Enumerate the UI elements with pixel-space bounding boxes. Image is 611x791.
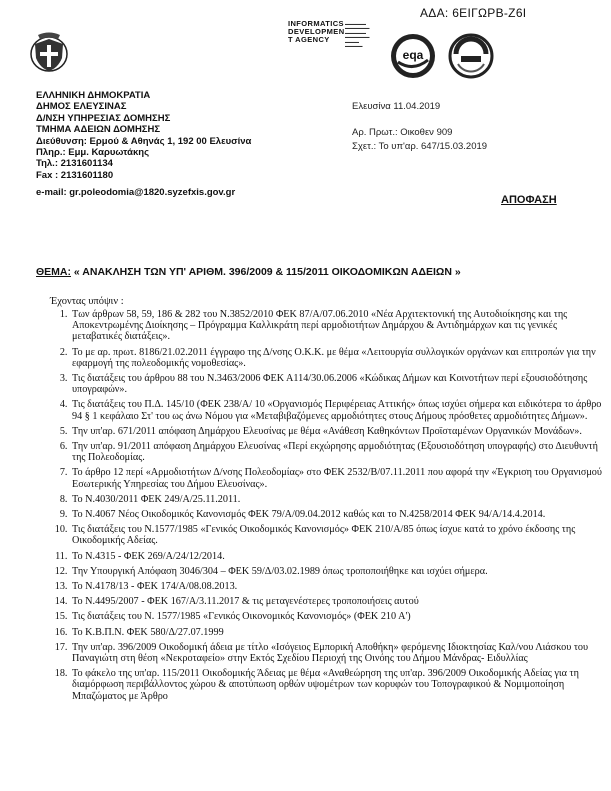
country-line: ΕΛΛΗΝΙΚΗ ΔΗΜΟΚΡΑΤΙΑ — [36, 90, 151, 101]
list-item: 3. Τις διατάξεις του άρθρου 88 του Ν.3463/2006 ΦΕΚ Α114/30.06.2006 «Κώδικας Δήμων και Κοινοτήτων περί εξουσιοδότησης υπογραφών». — [70, 373, 605, 395]
department-line: ΤΜΗΜΑ ΑΔΕΙΩΝ ΔΟΜΗΣΗΣ — [36, 124, 161, 136]
list-item: 15. Τις διατάξεις του Ν. 1577/1985 «Γενικός Οικονομικός Κανονισμός» (ΦΕΚ 210 Α') — [70, 611, 605, 622]
document-meta — [352, 101, 487, 152]
list-item: 6. Την υπ'αρ. 91/2011 απόφαση Δημάρχου Ελευσίνας «Περί εκχώρησης αρμοδιότητας (Εξουσιοδότηση υπογραφής) στο Διευθυντή της Πολεοδομίας. — [70, 441, 605, 463]
logo-line: INFORMATICS — [288, 19, 344, 28]
list-item: 1. Των άρθρων 58, 59, 186 & 282 του Ν.3852/2010 ΦΕΚ 87/Α/07.06.2010 «Νέα Αρχιτεκτονική της Αυτοδιοίκησης και της Αποκεντρωμένης Διοίκησης – Πρόγραμμα Καλλικράτη περί αρμοδιοτήτων Δημάρχου & Αντιδημάρχων και τις γενικές μεταβατικές διατάξεις». — [70, 309, 605, 343]
address-line: Διεύθυνση: Ερμού & Αθηνάς 1, 192 00 Ελευσίνα — [36, 135, 252, 147]
phone-line: Τηλ.: 2131601134 — [36, 158, 113, 170]
certification-seal-icon — [448, 32, 494, 80]
list-item: 4. Τις διατάξεις του Π.Δ. 145/10 (ΦΕΚ 238/Α/ 10 «Οργανισμός Περιφέρειας Αττικής» όπως ισχύει σήμερα και ειδικότερα το άρθρο 94 § 1 κεφάλαιο Στ' του ως άνω Νόμου για «Μεταβιβαζόμενες αρμοδιότητες στους Δήμους πρόσθετες αρμοδιότητες Δήμων». — [70, 399, 605, 421]
email-line: e-mail: gr.poleodomia@1820.syzefxis.gov.gr — [36, 187, 236, 199]
list-item: 12. Την Υπουργική Απόφαση 3046/304 – ΦΕΚ 59/Δ/03.02.1989 όπως τροποποιήθηκε και ισχύει σήμερα. — [70, 566, 605, 577]
greek-emblem-icon — [28, 30, 70, 74]
list-item: 13. Το Ν.4178/13 - ΦΕΚ 174/Α/08.08.2013. — [70, 581, 605, 592]
list-item: 2. Το με αρ. πρωτ. 8186/21.02.2011 έγγραφο της Δ/νσης Ο.Κ.Κ. με θέμα «Λειτουργία συλλογικών οργάνων και επιτροπών για την εφαρμογή της πολεοδομικής νομοθεσίας». — [70, 347, 605, 369]
directorate-line: Δ/ΝΣΗ ΥΠΗΡΕΣΙΑΣ ΔΟΜΗΣΗΣ — [36, 112, 171, 124]
list-item: 10. Τις διατάξεις του Ν.1577/1985 «Γενικός Οικοδομικός Κανονισμός» ΦΕΚ 210/Α/85 όπως ίσχυε κατά το χρόνο έκδοσης της Οικοδομικής Αδείας. — [70, 524, 605, 546]
considerations-list — [48, 309, 605, 706]
list-item: 9. Το Ν.4067 Νέος Οικοδομικός Κανονισμός ΦΕΚ 79/Α/09.04.2012 καθώς και το Ν.4258/2014 ΦΕΚ 94/Α/14.4.2014. — [70, 509, 605, 520]
list-item: 17. Την υπ'αρ. 396/2009 Οικοδομική άδεια με τίτλο «Ισόγειος Εμπορική Αποθήκη» φερόμενης Ιδιοκτησίας Καλ/νου Λιάσκου του Παναγιώτη στη θέση «Νεκροταφείο» στην Εκτός Σχεδίου Περιοχή της Οινόης του Δήμου Μάνδρας- Ειδυλλίας — [70, 642, 605, 664]
list-item: 16. Το Κ.Β.Π.Ν. ΦΕΚ 580/Δ/27.07.1999 — [70, 627, 605, 638]
subject-line — [36, 266, 461, 278]
eqa-text: eqa — [402, 48, 424, 62]
reference-number: Σχετ.: Το υπ'αρ. 647/15.03.2019 — [352, 141, 488, 152]
intro-text: Έχοντας υπόψιν : — [50, 296, 124, 307]
municipality-line: ΔΗΜΟΣ ΕΛΕΥΣΙΝΑΣ — [36, 101, 127, 113]
informatics-agency-logo — [288, 20, 345, 44]
logo-line: T AGENCY — [288, 35, 330, 44]
subject-text: « ΑΝΑΚΛΗΣΗ ΤΩΝ ΥΠ' ΑΡΙΘΜ. 396/2009 & 115/2011 ΟΙΚΟΔΟΜΙΚΩΝ ΑΔΕΙΩΝ » — [73, 266, 461, 278]
ada-code: ΑΔΑ: 6ΕΙΓΩΡΒ-Ζ6Ι — [420, 6, 527, 20]
list-item: 18. Το φάκελο της υπ'αρ. 115/2011 Οικοδομικής Άδειας με θέμα «Αναθεώρηση της υπ'αρ. 396/2009 Οικοδομικής Αδείας για τη διαμόρφωση περιβάλλοντος χώρου & αποτύπωση ορθών υψομέτρων των κορυφών του Τοπογραφικού & Νομιμοποίηση Μπαζώματος με Άρθρο — [70, 668, 605, 702]
subject-label: ΘΕΜΑ: — [36, 266, 71, 278]
logo-line: DEVELOPMEN — [288, 27, 345, 36]
contact-person: Πληρ.: Εμμ. Καρυωτάκης — [36, 147, 150, 159]
list-item: 11. Το Ν.4315 - ΦΕΚ 269/Α/24/12/2014. — [70, 551, 605, 562]
eqa-certification-logo — [388, 32, 438, 80]
logo-fineprint: ▬▬▬▬▬▬ ▬▬▬▬▬▬▬ ▬▬▬▬▬▬ ▬▬▬▬▬▬▬ ▬▬▬▬ ▬▬▬▬▬ — [345, 22, 370, 49]
document-date: Ελευσίνα 11.04.2019 — [352, 101, 441, 112]
sender-block — [36, 90, 251, 199]
protocol-number: Αρ. Πρωτ.: Οικοθεν 909 — [352, 127, 453, 138]
list-item: 8. Το Ν.4030/2011 ΦΕΚ 249/Α/25.11.2011. — [70, 494, 605, 505]
list-item: 14. Το Ν.4495/2007 - ΦΕΚ 167/Α/3.11.2017 & τις μεταγενέστερες τροποποιήσεις αυτού — [70, 596, 605, 607]
list-item: 5. Την υπ'αρ. 671/2011 απόφαση Δημάρχου Ελευσίνας με θέμα «Ανάθεση Καθηκόντων Προϊσταμένων Οργανικών Μονάδων». — [70, 426, 605, 437]
fax-line: Fax : 2131601180 — [36, 169, 114, 181]
list-item: 7. Το άρθρο 12 περί «Αρμοδιοτήτων Δ/νσης Πολεοδομίας» στο ΦΕΚ 2532/Β/07.11.2011 που αφορά την «Έγκριση του Οργανισμού Εσωτερικής Υπηρεσίας του Δήμου Ελευσίνας». — [70, 467, 605, 489]
decision-heading: ΑΠΟΦΑΣΗ — [501, 194, 557, 206]
